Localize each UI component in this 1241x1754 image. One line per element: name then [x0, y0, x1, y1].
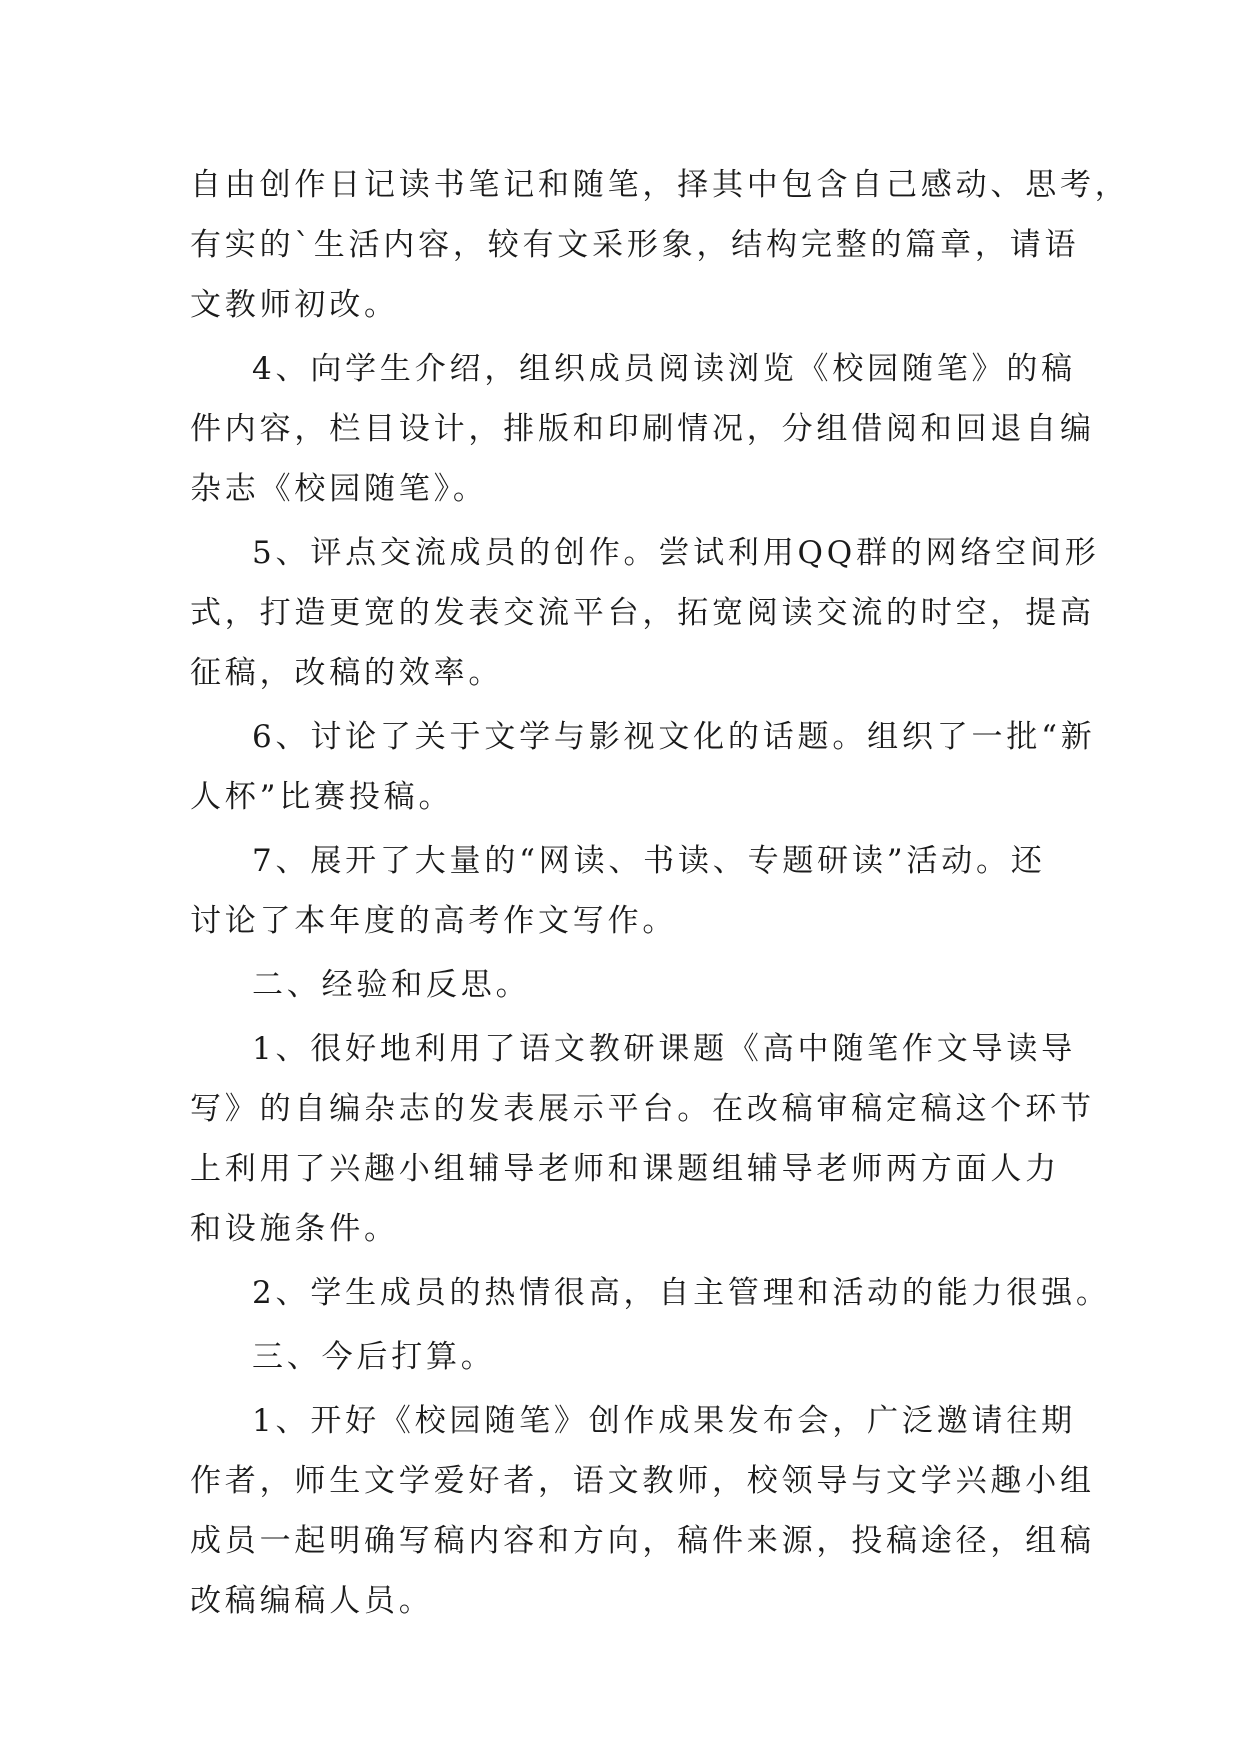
- text-line: 件内容，栏目设计，排版和印刷情况，分组借阅和回退自编: [190, 411, 1095, 447]
- text-line: 文教师初改。: [190, 287, 399, 323]
- text-line: 上利用了兴趣小组辅导老师和课题组辅导老师两方面人力: [190, 1151, 1060, 1187]
- text-line: 式，打造更宽的发表交流平台，拓宽阅读交流的时空，提高: [190, 595, 1095, 631]
- text-line: 征稿，改稿的效率。: [190, 655, 504, 691]
- section-heading-plans: 三、今后打算。: [252, 1339, 496, 1375]
- text-line: 讨论了本年度的高考作文写作。: [190, 903, 678, 939]
- paragraph-exp-1-start: 1、很好地利用了语文教研课题《高中随笔作文导读导: [252, 1031, 1076, 1067]
- text-line: 成员一起明确写稿内容和方向，稿件来源，投稿途径，组稿: [190, 1523, 1095, 1559]
- paragraph-6-start: 6、讨论了关于文学与影视文化的话题。组织了一批“新: [252, 719, 1096, 755]
- paragraph-5-start: 5、评点交流成员的创作。尝试利用QQ群的网络空间形: [252, 535, 1100, 571]
- paragraph-4-start: 4、向学生介绍，组织成员阅读浏览《校园随笔》的稿: [252, 351, 1076, 387]
- text-line: 人杯”比赛投稿。: [190, 779, 454, 815]
- text-line: 有实的`生活内容，较有文采形象，结构完整的篇章，请语: [190, 227, 1080, 263]
- document-body: [190, 155, 1130, 1631]
- text-line: 写》的自编杂志的发表展示平台。在改稿审稿定稿这个环节: [190, 1091, 1095, 1127]
- text-line: 作者，师生文学爱好者，语文教师，校领导与文学兴趣小组: [190, 1463, 1095, 1499]
- paragraph-plan-1-start: 1、开好《校园随笔》创作成果发布会，广泛邀请往期: [252, 1403, 1076, 1439]
- section-heading-experience: 二、经验和反思。: [252, 967, 531, 1003]
- text-line: 改稿编稿人员。: [190, 1583, 434, 1619]
- text-line: 杂志《校园随笔》。: [190, 471, 488, 507]
- text-line: 自由创作日记读书笔记和随笔，择其中包含自己感动、思考，: [190, 167, 1130, 203]
- text-line: 和设施条件。: [190, 1211, 399, 1247]
- paragraph-7-start: 7、展开了大量的“网读、书读、专题研读”活动。还: [252, 843, 1046, 879]
- paragraph-exp-2: 2、学生成员的热情很高，自主管理和活动的能力很强。: [252, 1275, 1111, 1311]
